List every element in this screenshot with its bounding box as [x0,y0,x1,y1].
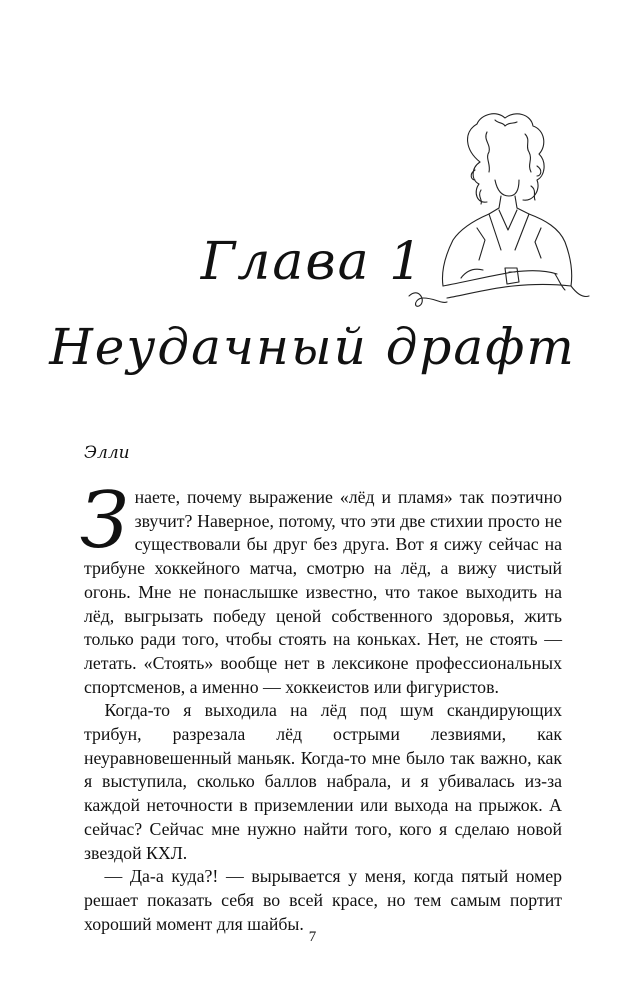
drop-cap: З [80,476,129,566]
chapter-number: Глава 1 [200,232,425,292]
chapter-title: Неудачный драфт [49,318,576,376]
paragraph-3: — Да-а куда?! — вырывается у меня, когда пятый номер решает показать себя во всей красе, но тем самым портит хороший момент для шайбы. [84,866,562,934]
page-number: 7 [308,929,317,945]
paragraph-2: Когда-то я выходила на лёд под шум скандирующих трибун, разрезала лёд острыми лезвиями, как неуравновешенный маньяк. Когда-то мне было так важно, как я выступила, сколько баллов набрала, и я убивалась из-за каждой неточности в приземлении или выхода на прыжок. А сейчас? Сейчас мне нужно найти того, кого я сделаю новой звездой КХЛ. [84,700,562,863]
chapter-body [80,476,562,936]
narrator-label: Элли [84,443,130,463]
paragraph-1 [80,476,562,699]
paragraph-1-text: наете, почему выражение «лёд и пламя» так поэтично звучит? Наверное, потому, что эти две стихии просто не существовали бы друг без друга. Вот я сижу сейчас на трибуне хоккейного матча, смотрю на лёд, а вижу чистый огонь. Мне не понаслышке известно, что такое выходить на лёд, выгрызать победу ценой собственного здоровья, жить только ради того, чтобы стоять на коньках. Нет, не стоять — летать. «Стоять» вообще нет в лексиконе профессиональных спортсменов, а именно — хоккеистов или фигуристов. [84,487,562,697]
